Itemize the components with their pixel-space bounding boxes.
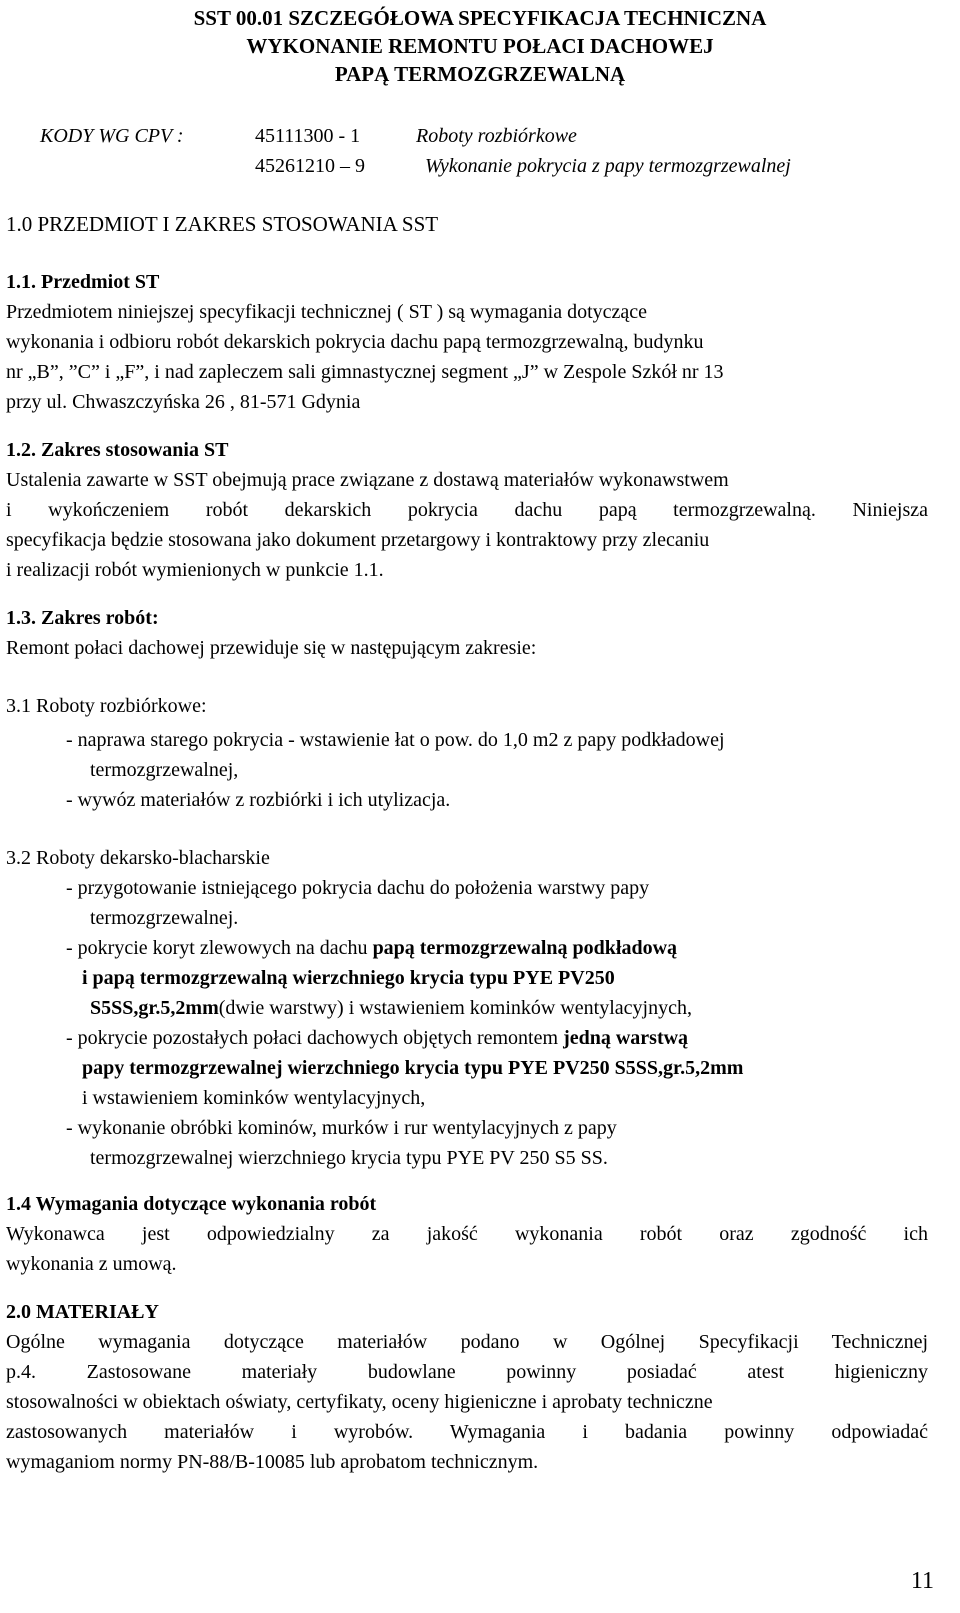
document-title-line-3: PAPĄ TERMOZGRZEWALNĄ: [334, 62, 626, 86]
item-text: - pokrycie koryt zlewowych na dachu: [66, 937, 373, 959]
item-text-bold: S5SS,gr.5,2mm: [90, 997, 219, 1019]
subsection-3-1-heading: 3.1 Roboty rozbiórkowe:: [6, 695, 207, 717]
section-1-2-line: Ustalenia zawarte w SST obejmują prace związane z dostawą materiałów wykonawstwem: [6, 469, 729, 491]
section-1-4-line: Wykonawca jest odpowiedzialny za jakość wykonania robót oraz zgodność ich: [6, 1223, 928, 1245]
cpv-name-1: Roboty rozbiórkowe: [416, 125, 577, 147]
section-2-line: p.4. Zastosowane materiały budowlane powinny posiadać atest higieniczny: [6, 1361, 928, 1383]
subsection-3-2-heading: 3.2 Roboty dekarsko-blacharskie: [6, 847, 270, 869]
section-1-2-line: i realizacji robót wymienionych w punkcie 1.1.: [6, 559, 384, 581]
subsection-3-2-item: [66, 936, 677, 960]
cpv-code-2: 45261210 – 9: [255, 155, 365, 177]
cpv-name-2: Wykonanie pokrycia z papy termozgrzewalnej: [425, 155, 791, 177]
subsection-3-2-item: - przygotowanie istniejącego pokrycia dachu do położenia warstwy papy: [66, 877, 650, 899]
item-text-bold: papą termozgrzewalną podkładową: [372, 937, 678, 959]
page-number: 11: [910, 1568, 934, 1594]
section-1-1-line: Przedmiotem niniejszej specyfikacji technicznej ( ST ) są wymagania dotyczące: [6, 301, 648, 323]
section-1-heading: 1.0 PRZEDMIOT I ZAKRES STOSOWANIA SST: [6, 212, 439, 236]
subsection-3-2-item: - wykonanie obróbki kominów, murków i rur wentylacyjnych z papy: [66, 1117, 617, 1139]
section-1-1-line: przy ul. Chwaszczyńska 26 , 81-571 Gdynia: [6, 391, 361, 413]
section-2-line: Ogólne wymagania dotyczące materiałów podano w Ogólnej Specyfikacji Technicznej: [6, 1331, 928, 1353]
subsection-3-1-item: - naprawa starego pokrycia - wstawienie łat o pow. do 1,0 m2 z papy podkładowej: [66, 729, 725, 751]
section-2-line: wymaganiom normy PN-88/B-10085 lub aprobatom technicznym.: [6, 1451, 539, 1473]
subsection-3-2-item: [90, 996, 692, 1020]
subsection-3-2-item: termozgrzewalnej.: [90, 907, 239, 929]
subsection-3-2-item: termozgrzewalnej wierzchniego krycia typu PYE PV 250 S5 SS.: [90, 1147, 608, 1169]
cpv-label: KODY WG CPV :: [40, 125, 184, 147]
section-2-heading: 2.0 MATERIAŁY: [6, 1301, 159, 1323]
subsection-3-2-item: papy termozgrzewalnej wierzchniego krycia typu PYE PV250 S5SS,gr.5,2mm: [82, 1057, 744, 1079]
section-1-4-line: wykonania z umową.: [6, 1253, 177, 1275]
section-1-1-line: nr „B”, ”C” i „F”, i nad zapleczem sali gimnastycznej segment „J” w Zespole Szkół nr 13: [6, 361, 724, 383]
section-1-3-line: Remont połaci dachowej przewiduje się w następującym zakresie:: [6, 637, 537, 659]
section-1-1-heading: 1.1. Przedmiot ST: [6, 271, 160, 293]
section-1-4-heading: 1.4 Wymagania dotyczące wykonania robót: [6, 1193, 377, 1215]
subsection-3-2-item: i wstawieniem kominków wentylacyjnych,: [82, 1087, 426, 1109]
section-1-2-line: i wykończeniem robót dekarskich pokrycia dachu papą termozgrzewalną. Niniejsza: [6, 499, 928, 521]
subsection-3-2-item: [66, 1026, 688, 1050]
item-text: (dwie warstwy) i wstawieniem kominków wentylacyjnych,: [218, 997, 692, 1019]
section-1-3-heading: 1.3. Zakres robót:: [6, 607, 159, 629]
document-title-line-1: SST 00.01 SZCZEGÓŁOWA SPECYFIKACJA TECHNICZNA: [193, 6, 767, 30]
section-2-line: stosowalności w obiektach oświaty, certyfikaty, oceny higieniczne i aprobaty techniczne: [6, 1391, 713, 1413]
item-text-bold: jedną warstwą: [563, 1027, 689, 1049]
section-1-1-line: wykonania i odbioru robót dekarskich pokrycia dachu papą termozgrzewalną, budynku: [6, 331, 704, 353]
item-text: - pokrycie pozostałych połaci dachowych objętych remontem: [66, 1027, 564, 1049]
subsection-3-2-item: i papą termozgrzewalną wierzchniego krycia typu PYE PV250: [82, 967, 615, 989]
section-2-line: zastosowanych materiałów i wyrobów. Wymagania i badania powinny odpowiadać: [6, 1421, 928, 1443]
section-1-2-heading: 1.2. Zakres stosowania ST: [6, 439, 229, 461]
section-1-2-line: specyfikacja będzie stosowana jako dokument przetargowy i kontraktowy przy zlecaniu: [6, 529, 710, 551]
subsection-3-1-item: termozgrzewalnej,: [90, 759, 239, 781]
cpv-code-1: 45111300 - 1: [255, 125, 361, 147]
subsection-3-1-item: - wywóz materiałów z rozbiórki i ich utylizacja.: [66, 789, 451, 811]
document-title-line-2: WYKONANIE REMONTU POŁACI DACHOWEJ: [246, 34, 714, 58]
